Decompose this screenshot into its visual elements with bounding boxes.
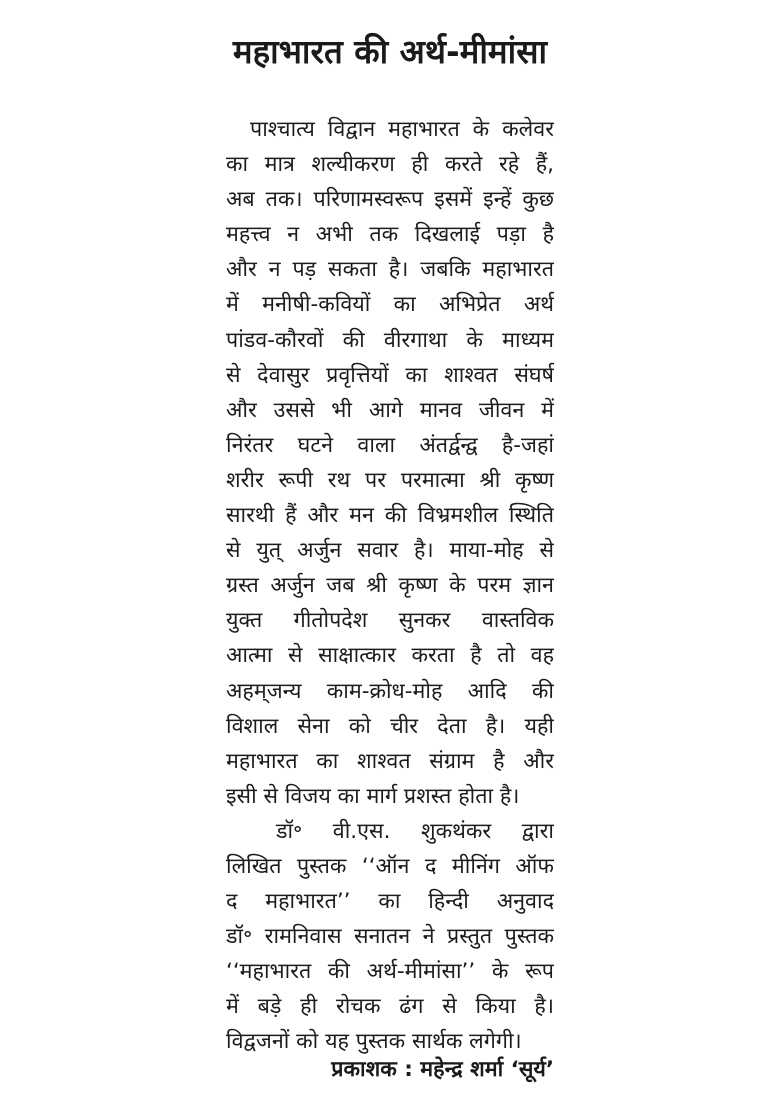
text-line: युक्त गीतोपदेश सुनकर वास्तविक: [226, 608, 554, 634]
text-line: और उससे भी आगे मानव जीवन में: [226, 397, 554, 423]
text-line: अब तक। परिणामस्वरूप इसमें इन्हें कुछ: [226, 187, 554, 213]
text-line: में बड़े ही रोचक ढंग से किया है।: [226, 994, 554, 1020]
text-line: निरंतर घटने वाला अंतर्द्वन्द्व है-जहां: [226, 432, 554, 458]
text-line: का मात्र शल्यीकरण ही करते रहे हैं,: [226, 152, 554, 178]
text-line: सारथी हैं और मन की विभ्रमशील स्थिति: [226, 503, 554, 529]
text-line: द महाभारत’’ का हिन्दी अनुवाद: [226, 889, 554, 915]
publisher-credit: प्रकाशक : महेन्द्र शर्मा ‘सूर्य’: [331, 1057, 554, 1082]
text-line: से देवासुर प्रवृत्तियों का शाश्वत संघर्ष: [226, 362, 554, 388]
text-line: विशाल सेना को चीर देता है। यही: [226, 713, 554, 739]
text-line: लिखित पुस्तक ‘‘ऑन द मीनिंग ऑफ: [226, 853, 554, 879]
text-line: डॉ॰ वी.एस. शुकथंकर द्वारा: [276, 818, 554, 844]
text-line: महाभारत का शाश्वत संग्राम है और: [226, 748, 554, 774]
text-line: आत्मा से साक्षात्कार करता है तो वह: [226, 643, 554, 669]
text-line: विद्वजनों को यह पुस्तक सार्थक लगेगी।: [226, 1029, 522, 1055]
text-line: और न पड़ सकता है। जबकि महाभारत: [226, 257, 554, 283]
text-line: डॉ॰ रामनिवास सनातन ने प्रस्तुत पुस्तक: [226, 924, 554, 950]
text-line: ‘‘महाभारत की अर्थ-मीमांसा’’ के रूप: [226, 959, 554, 985]
article-body: [226, 112, 554, 1060]
text-line: में मनीषी-कवियों का अभिप्रेत अर्थ: [226, 292, 554, 318]
text-line: इसी से विजय का मार्ग प्रशस्त होता है।: [226, 783, 520, 809]
article-title: महाभारत की अर्थ-मीमांसा: [232, 32, 548, 71]
text-line: पांडव-कौरवों की वीरगाथा के माध्यम: [226, 327, 554, 353]
text-line: अहम्‌जन्य काम-क्रोध-मोह आदि की: [226, 678, 554, 704]
text-line: से युत् अर्जुन सवार है। माया-मोह से: [226, 538, 554, 564]
text-line: महत्त्व न अभी तक दिखलाई पड़ा है: [226, 222, 554, 248]
text-line: ग्रस्त अर्जुन जब श्री कृष्ण के परम ज्ञान: [226, 573, 554, 599]
text-line: शरीर रूपी रथ पर परमात्मा श्री कृष्ण: [226, 467, 554, 493]
text-line: पाश्चात्य विद्वान महाभारत के कलेवर: [250, 117, 554, 142]
